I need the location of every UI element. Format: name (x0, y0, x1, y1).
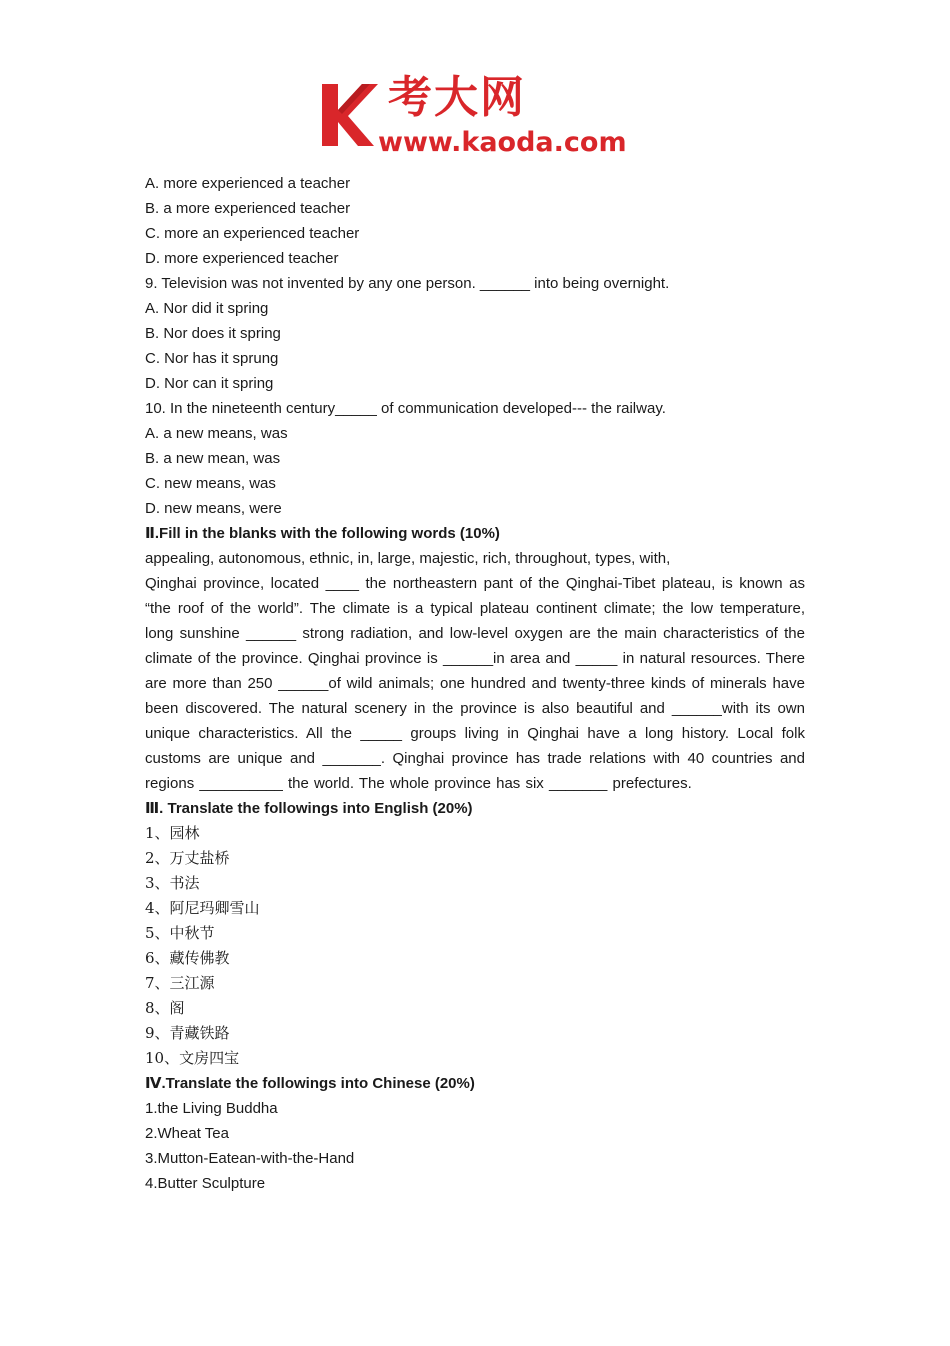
q10-option-d: D. new means, were (145, 500, 282, 517)
q10-option-a: A. a new means, was (145, 425, 288, 442)
section3-item: 8、阁 (145, 999, 185, 1017)
section3-item: 9、青藏铁路 (145, 1024, 230, 1042)
q10-option-b: B. a new mean, was (145, 450, 281, 467)
section4-item: 1.the Living Buddha (145, 1100, 278, 1117)
section4-item: 2.Wheat Tea (145, 1125, 229, 1142)
section3-item: 10、文房四宝 (145, 1049, 240, 1067)
section2-word-bank: appealing, autonomous, ethnic, in, large, majestic, rich, throughout, types, with, (145, 550, 671, 567)
section3-item: 5、中秋节 (145, 924, 215, 942)
section2-passage: Qinghai province, located ____ the northeastern pant of the Qinghai-Tibet plateau, is known as “the roof of the world”. The climate is a typical plateau continent climate; the low temperature, long sunshine ______ strong radiation, and low-level oxygen are the main characteristics of the climate of the province. Qinghai province is ______in area and _____ in natural resources. There are more than 250 ______of wild animals; one hundred and twenty-three kinds of minerals have been discovered. The natural scenery in the province is also beautiful and ______with its own unique characteristics. All the _____ groups living in Qinghai have a long history. Local folk customs are unique and _______. Qinghai province has trade relations with 40 countries and regions __________ the world. The whole province has six _______ prefectures. (145, 575, 805, 792)
q8-option-d: D. more experienced teacher (145, 250, 339, 267)
logo-k-icon (318, 80, 380, 150)
q10-question: 10. In the nineteenth century_____ of communication developed--- the railway. (145, 400, 666, 417)
section3-heading: Ⅲ. Translate the followings into English (20%) (145, 800, 473, 817)
section3-item: 3、书法 (145, 874, 200, 892)
q9-option-c: C. Nor has it sprung (145, 350, 279, 367)
q9-option-a: A. Nor did it spring (145, 300, 269, 317)
section3-item: 2、万丈盐桥 (145, 849, 230, 867)
section3-item: 4、阿尼玛卿雪山 (145, 899, 260, 917)
section4-item: 4.Butter Sculpture (145, 1175, 266, 1192)
kaoda-logo (318, 74, 640, 160)
q8-option-a: A. more experienced a teacher (145, 175, 351, 192)
logo-chinese-text: 考大网 (388, 72, 526, 123)
q10-option-c: C. new means, was (145, 475, 276, 492)
q8-option-c: C. more an experienced teacher (145, 225, 360, 242)
q9-option-d: D. Nor can it spring (145, 375, 274, 392)
section4-heading: Ⅳ.Translate the followings into Chinese (20%) (145, 1075, 475, 1092)
logo-url-text: www.kaoda.com (378, 127, 627, 158)
q8-option-b: B. a more experienced teacher (145, 200, 351, 217)
section2-heading: Ⅱ.Fill in the blanks with the following words (10%) (145, 525, 500, 542)
q9-option-b: B. Nor does it spring (145, 325, 281, 342)
section3-item: 6、藏传佛教 (145, 949, 230, 967)
document-body (145, 171, 805, 1196)
q9-question: 9. Television was not invented by any one person. ______ into being overnight. (145, 275, 670, 292)
section3-item: 1、园林 (145, 824, 200, 842)
section3-item: 7、三江源 (145, 974, 215, 992)
section4-item: 3.Mutton-Eatean-with-the-Hand (145, 1150, 355, 1167)
